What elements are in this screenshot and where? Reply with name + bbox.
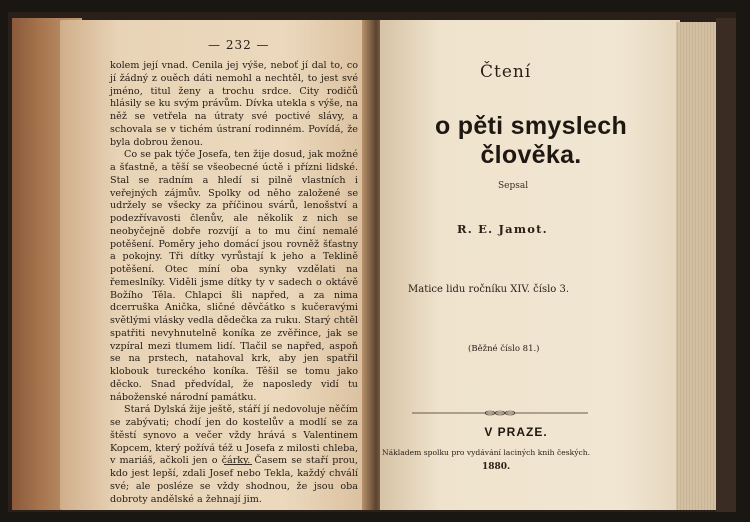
written-by-label: Sepsal	[498, 181, 529, 191]
ornamental-divider	[412, 410, 588, 416]
page-number: — 232 —	[208, 38, 270, 52]
paragraph: Co se pak týče Josefa, ten žije dosud, jak možné a šťastně, a těší se všeobecné úctě i přízni lidské. Stal se radním a hledí si pilně vlastních i veřejných zájmův. Spolky od něho založené se udržely se všecky za příčinou svárů, lenošství a podezřívavosti členův, ale několik z nich se neobyčejně dobře rozvíjí a to mu činí nemalé potěšení. Poměry jeho domácí jsou rovněž šťastny a pokojny. Tři dítky vyrůstají k jeho a Teklině potěšení. Otec míní oba synky vzdělati na řemeslníky. Viděli jsme dítky ty v sadech o oktávě Božího Těla. Chlapci šli napřed, a za nima dcerruška Anička, sličné děvčátko s kučeravými světlými vlásky vedla dědečka za ruku. Starý chtěl spatřiti nevyhnutelně koníka ze zvěřince, jak se vzpíral mezi tlumem lidí. Tlačil se napřed, aspoň se na prstech, natahoval krk, aby jen spatřil klobouk tureckého koníka. Těšil se tomu jako děcko. Snad předvídal, že naposledy vidí tu náboženské národní památku.	[110, 149, 358, 403]
running-number: (Běžné číslo 81.)	[468, 344, 540, 354]
paragraph: kolem její vnad. Cenila jej výše, neboť jí dal to, co jí žádný z ouěch dáti nemohl a nechtěl, to jest své jméno, titul ženy a trochu srdce. City rodičů hlásily se ku svým právům. Dívka utekla s výše, na něž se vetřela na útraty své poctivé slávy, a schovala se v tichém ústraní rodinném. Povídá, že byla dobrou ženou.	[110, 60, 358, 148]
left-page-text	[110, 60, 358, 506]
title-main: o pěti smyslech člověka.	[434, 112, 628, 169]
paragraph: Stará Dylská žije ještě, stáří jí nedovoluje něčím se zabývati; chodí jen do kostelův a modlí se za štěstí synovo a večer vždy hrává s Valentinem Kopcem, který požívá též u Josefa z milosti chleba, v mariáš, ačkoli jen o čárky. Časem se staří prou, kdo jest lepší, zdali Josef nebo Tekla, každý chválí své; ale posléze se vždy shodnou, že jsou oba dobroty andělské a žehnají jim.	[110, 404, 358, 505]
series-info: Matice lidu ročníku XIV. číslo 3.	[408, 284, 570, 295]
publisher-line: Nákladem spolku pro vydávání laciných knih českých.	[382, 448, 591, 457]
cover-edge	[716, 18, 736, 512]
title-small: Čtení	[480, 62, 532, 82]
author-name: R. E. Jamot.	[457, 222, 548, 236]
publication-year: 1880.	[482, 462, 511, 472]
end-ornament	[224, 464, 252, 466]
publication-place: V PRAZE.	[484, 425, 548, 439]
